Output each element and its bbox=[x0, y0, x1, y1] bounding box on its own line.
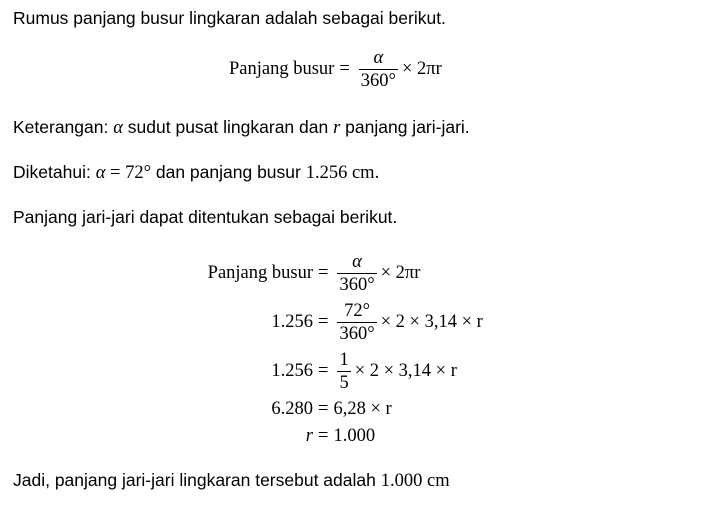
step-3-rest: × 2 × 3,14 × r bbox=[354, 360, 457, 381]
step-2-lhs: 1.256 bbox=[271, 311, 313, 332]
alpha-symbol: α bbox=[113, 118, 123, 138]
step-intro-text: Panjang jari-jari dapat ditentukan sebagai berikut. bbox=[13, 207, 398, 227]
conclusion-text: Jadi, panjang jari-jari lingkaran tersebut adalah bbox=[13, 470, 381, 490]
keterangan-text-2: panjang jari-jari. bbox=[340, 117, 470, 137]
step-5-lhs: r bbox=[305, 425, 313, 446]
formula-rest: × 2πr bbox=[401, 59, 442, 79]
step-2-rest: × 2 × 3,14 × r bbox=[380, 311, 483, 332]
keterangan-line bbox=[13, 117, 470, 139]
step-row-1 bbox=[193, 251, 421, 295]
conclusion-value: 1.000 cm bbox=[380, 471, 450, 491]
step-row-5 bbox=[193, 417, 375, 455]
step-1-rest: × 2πr bbox=[380, 262, 421, 283]
conclusion-line bbox=[13, 470, 450, 492]
step-3-fraction bbox=[337, 350, 350, 393]
formula-fraction bbox=[359, 48, 398, 91]
diketahui-text: dan panjang busur bbox=[151, 162, 306, 182]
step-1-fraction bbox=[337, 252, 376, 295]
step-1-lhs: Panjang busur bbox=[207, 262, 313, 283]
fraction-numerator: α bbox=[373, 48, 384, 68]
formula-equals: = bbox=[339, 59, 350, 79]
step-2-fraction bbox=[337, 301, 376, 344]
alpha-symbol: α bbox=[95, 163, 106, 183]
step-3-lhs: 1.256 bbox=[271, 360, 313, 381]
fraction-denominator: 360° bbox=[360, 71, 396, 91]
step-row-2 bbox=[193, 300, 483, 344]
step-3-numerator: 1 bbox=[339, 349, 349, 370]
step-1-numerator: α bbox=[352, 251, 362, 272]
step-4-lhs: 6.280 bbox=[271, 398, 313, 419]
step-1-denominator: 360° bbox=[339, 274, 375, 295]
step-4-equals: = bbox=[318, 398, 329, 419]
arc-length-value: 1.256 cm. bbox=[305, 163, 380, 183]
r-symbol: r bbox=[333, 118, 341, 138]
step-2-denominator: 360° bbox=[339, 323, 375, 344]
intro-text: Rumus panjang busur lingkaran adalah sebagai berikut. bbox=[13, 8, 446, 28]
step-2-numerator: 72° bbox=[344, 300, 370, 321]
step-3-equals: = bbox=[318, 360, 329, 381]
step-5-rest: 1.000 bbox=[333, 425, 376, 446]
step-3-denominator: 5 bbox=[339, 372, 349, 393]
keterangan-text-1: sudut pusat lingkaran dan bbox=[122, 117, 334, 137]
step-4-rest: 6,28 × r bbox=[333, 398, 392, 419]
step-1-equals: = bbox=[318, 262, 329, 283]
diketahui-line bbox=[13, 162, 379, 184]
arc-length-formula bbox=[229, 48, 442, 91]
diketahui-label: Diketahui: bbox=[13, 162, 96, 182]
step-row-3 bbox=[193, 349, 457, 393]
alpha-value: = 72° bbox=[105, 163, 151, 183]
step-5-equals: = bbox=[318, 425, 329, 446]
formula-lhs: Panjang busur bbox=[229, 59, 335, 79]
step-2-equals: = bbox=[318, 311, 329, 332]
keterangan-label: Keterangan: bbox=[13, 117, 114, 137]
